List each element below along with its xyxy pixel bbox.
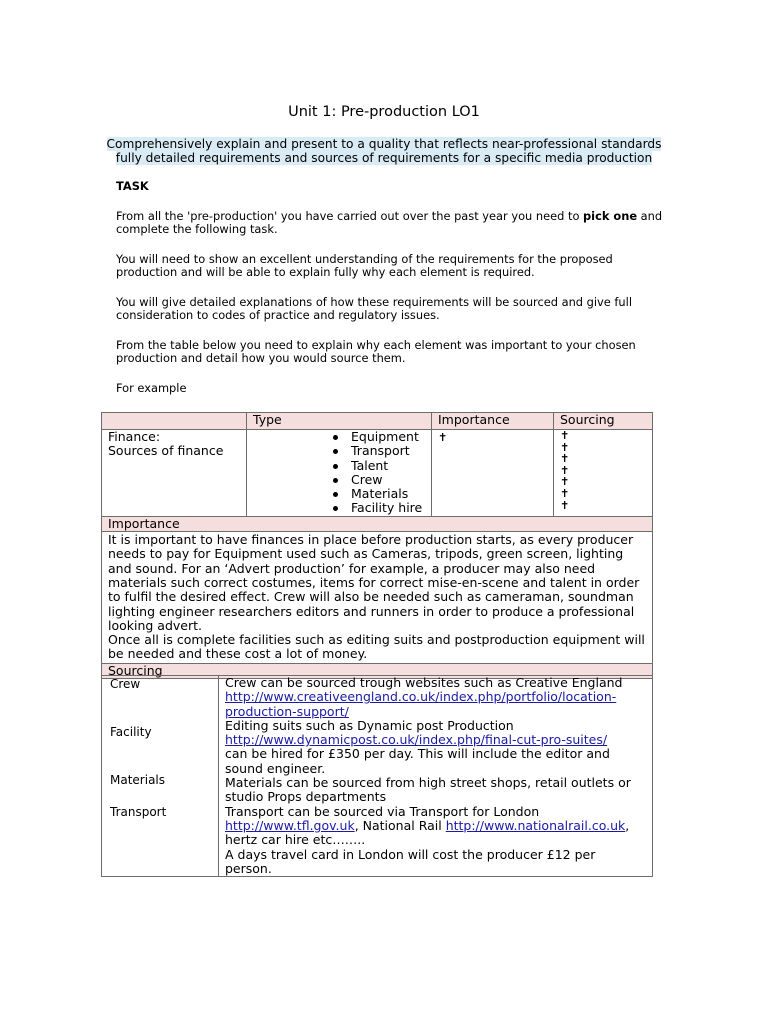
header-empty	[102, 413, 247, 430]
paragraph-5: For example	[116, 381, 187, 395]
paragraph-4: From the table below you need to explain why each element was important to your chosen production and detail how you would source them.	[116, 338, 636, 365]
sources-of-finance-label: Sources of finance	[108, 443, 224, 459]
sourcing-cell	[554, 430, 653, 517]
subtitle	[100, 137, 668, 165]
dagger-icon: ✝	[560, 452, 570, 466]
dagger-icon: ✝	[438, 431, 448, 444]
list-item: Equipment	[333, 430, 425, 444]
header-sourcing: Sourcing	[554, 413, 653, 430]
dagger-icon: ✝	[560, 463, 570, 477]
type-cell	[247, 430, 432, 517]
sourcing-details-cell	[219, 676, 653, 877]
label-materials: Materials	[110, 773, 166, 787]
importance-heading-row	[102, 516, 653, 531]
sourcing-heading: Sourcing	[102, 663, 653, 678]
sourcing-labels-cell	[102, 676, 219, 877]
paragraph-1-after: and complete the following task.	[116, 209, 663, 236]
page-title: Unit 1: Pre-production LO1	[288, 104, 480, 120]
finance-label-cell	[102, 430, 247, 517]
transport-mid-text: , National Rail	[354, 817, 446, 833]
paragraph-3: You will give detailed explanations of how these requirements will be sourced and give full consideration to codes of practice and regulatory issues.	[116, 295, 632, 322]
label-facility: Facility	[110, 725, 152, 739]
materials-text: Materials can be sourced from high street shops, retail outlets or studio Props departments	[225, 775, 631, 805]
header-type: Type	[247, 413, 432, 430]
national-rail-link[interactable]: http://www.nationalrail.co.uk	[445, 817, 626, 833]
header-importance: Importance	[432, 413, 554, 430]
crew-link[interactable]: http://www.creativeengland.co.uk/index.php/portfolio/location-production-support/	[225, 689, 617, 719]
dagger-icon: ✝	[560, 429, 570, 442]
transport-after-text: , hertz car hire etc……..	[225, 817, 630, 848]
tfl-link[interactable]: http://www.tfl.gov.uk	[225, 817, 355, 833]
finance-table	[101, 412, 653, 679]
transport-text: Transport can be sourced via Transport for London	[225, 803, 540, 819]
transport-text-2: A days travel card in London will cost the producer £12 per person.	[225, 846, 596, 876]
sourcing-row	[102, 676, 653, 877]
facility-text-2: can be hired for £350 per day. This will include the editor and sound engineer.	[225, 746, 610, 776]
importance-cell	[432, 430, 554, 517]
importance-text-cell	[102, 532, 653, 664]
dagger-icon: ✝	[560, 475, 570, 489]
task-heading: TASK	[116, 179, 149, 193]
list-item: Materials	[333, 487, 425, 501]
finance-table-header	[102, 413, 653, 430]
finance-row	[102, 430, 653, 517]
type-list	[253, 430, 425, 516]
paragraph-2: You will need to show an excellent understanding of the requirements for the proposed production and will be able to explain fully why each element is required.	[116, 252, 613, 279]
dagger-icon: ✝	[560, 486, 570, 500]
importance-text: It is important to have finances in place before production starts, as every producer needs to pay for Equipment used such as Cameras, tripods, green screen, lighting and sound. For an ‘Advert production’ for example, a producer may also need materials such correct costumes, items for correct mise-en-scene and talent in order to fulfil the desired effect. Crew will also be needed such as cameraman, soundman lighting engineer researchers editors and runners in order to produce a professional looking advert.	[108, 532, 640, 633]
facility-link[interactable]: http://www.dynamicpost.co.uk/index.php/final-cut-pro-suites/	[225, 732, 608, 748]
dagger-icon: ✝	[560, 440, 570, 454]
list-item: Talent	[333, 459, 425, 473]
dagger-icon: ✝	[560, 498, 570, 512]
paragraph-1-bold: pick one	[583, 209, 638, 223]
subtitle-highlight: Comprehensively explain and present to a quality that reflects near-professional standards fully detailed requirements and sources of requirements for a specific media production	[106, 137, 662, 165]
transport-links-line	[225, 819, 646, 848]
paragraph-1	[116, 210, 676, 236]
finance-label: Finance:	[108, 429, 161, 444]
importance-text-2: Once all is complete facilities such as editing suits and postproduction equipment will be needed and these cost a lot of money.	[108, 632, 645, 662]
sourcing-table	[101, 675, 653, 877]
paragraph-1-before: From all the 'pre-production' you have carried out over the past year you need to	[116, 209, 584, 223]
list-item: Transport	[333, 444, 425, 458]
list-item: Crew	[333, 473, 425, 487]
importance-heading: Importance	[102, 516, 653, 531]
facility-text: Editing suits such as Dynamic post Production	[225, 717, 514, 733]
importance-text-row	[102, 532, 653, 664]
list-item: Facility hire	[333, 501, 425, 515]
label-crew: Crew	[110, 677, 141, 691]
crew-text: Crew can be sourced trough websites such as Creative England	[225, 675, 623, 690]
label-transport: Transport	[110, 805, 167, 819]
